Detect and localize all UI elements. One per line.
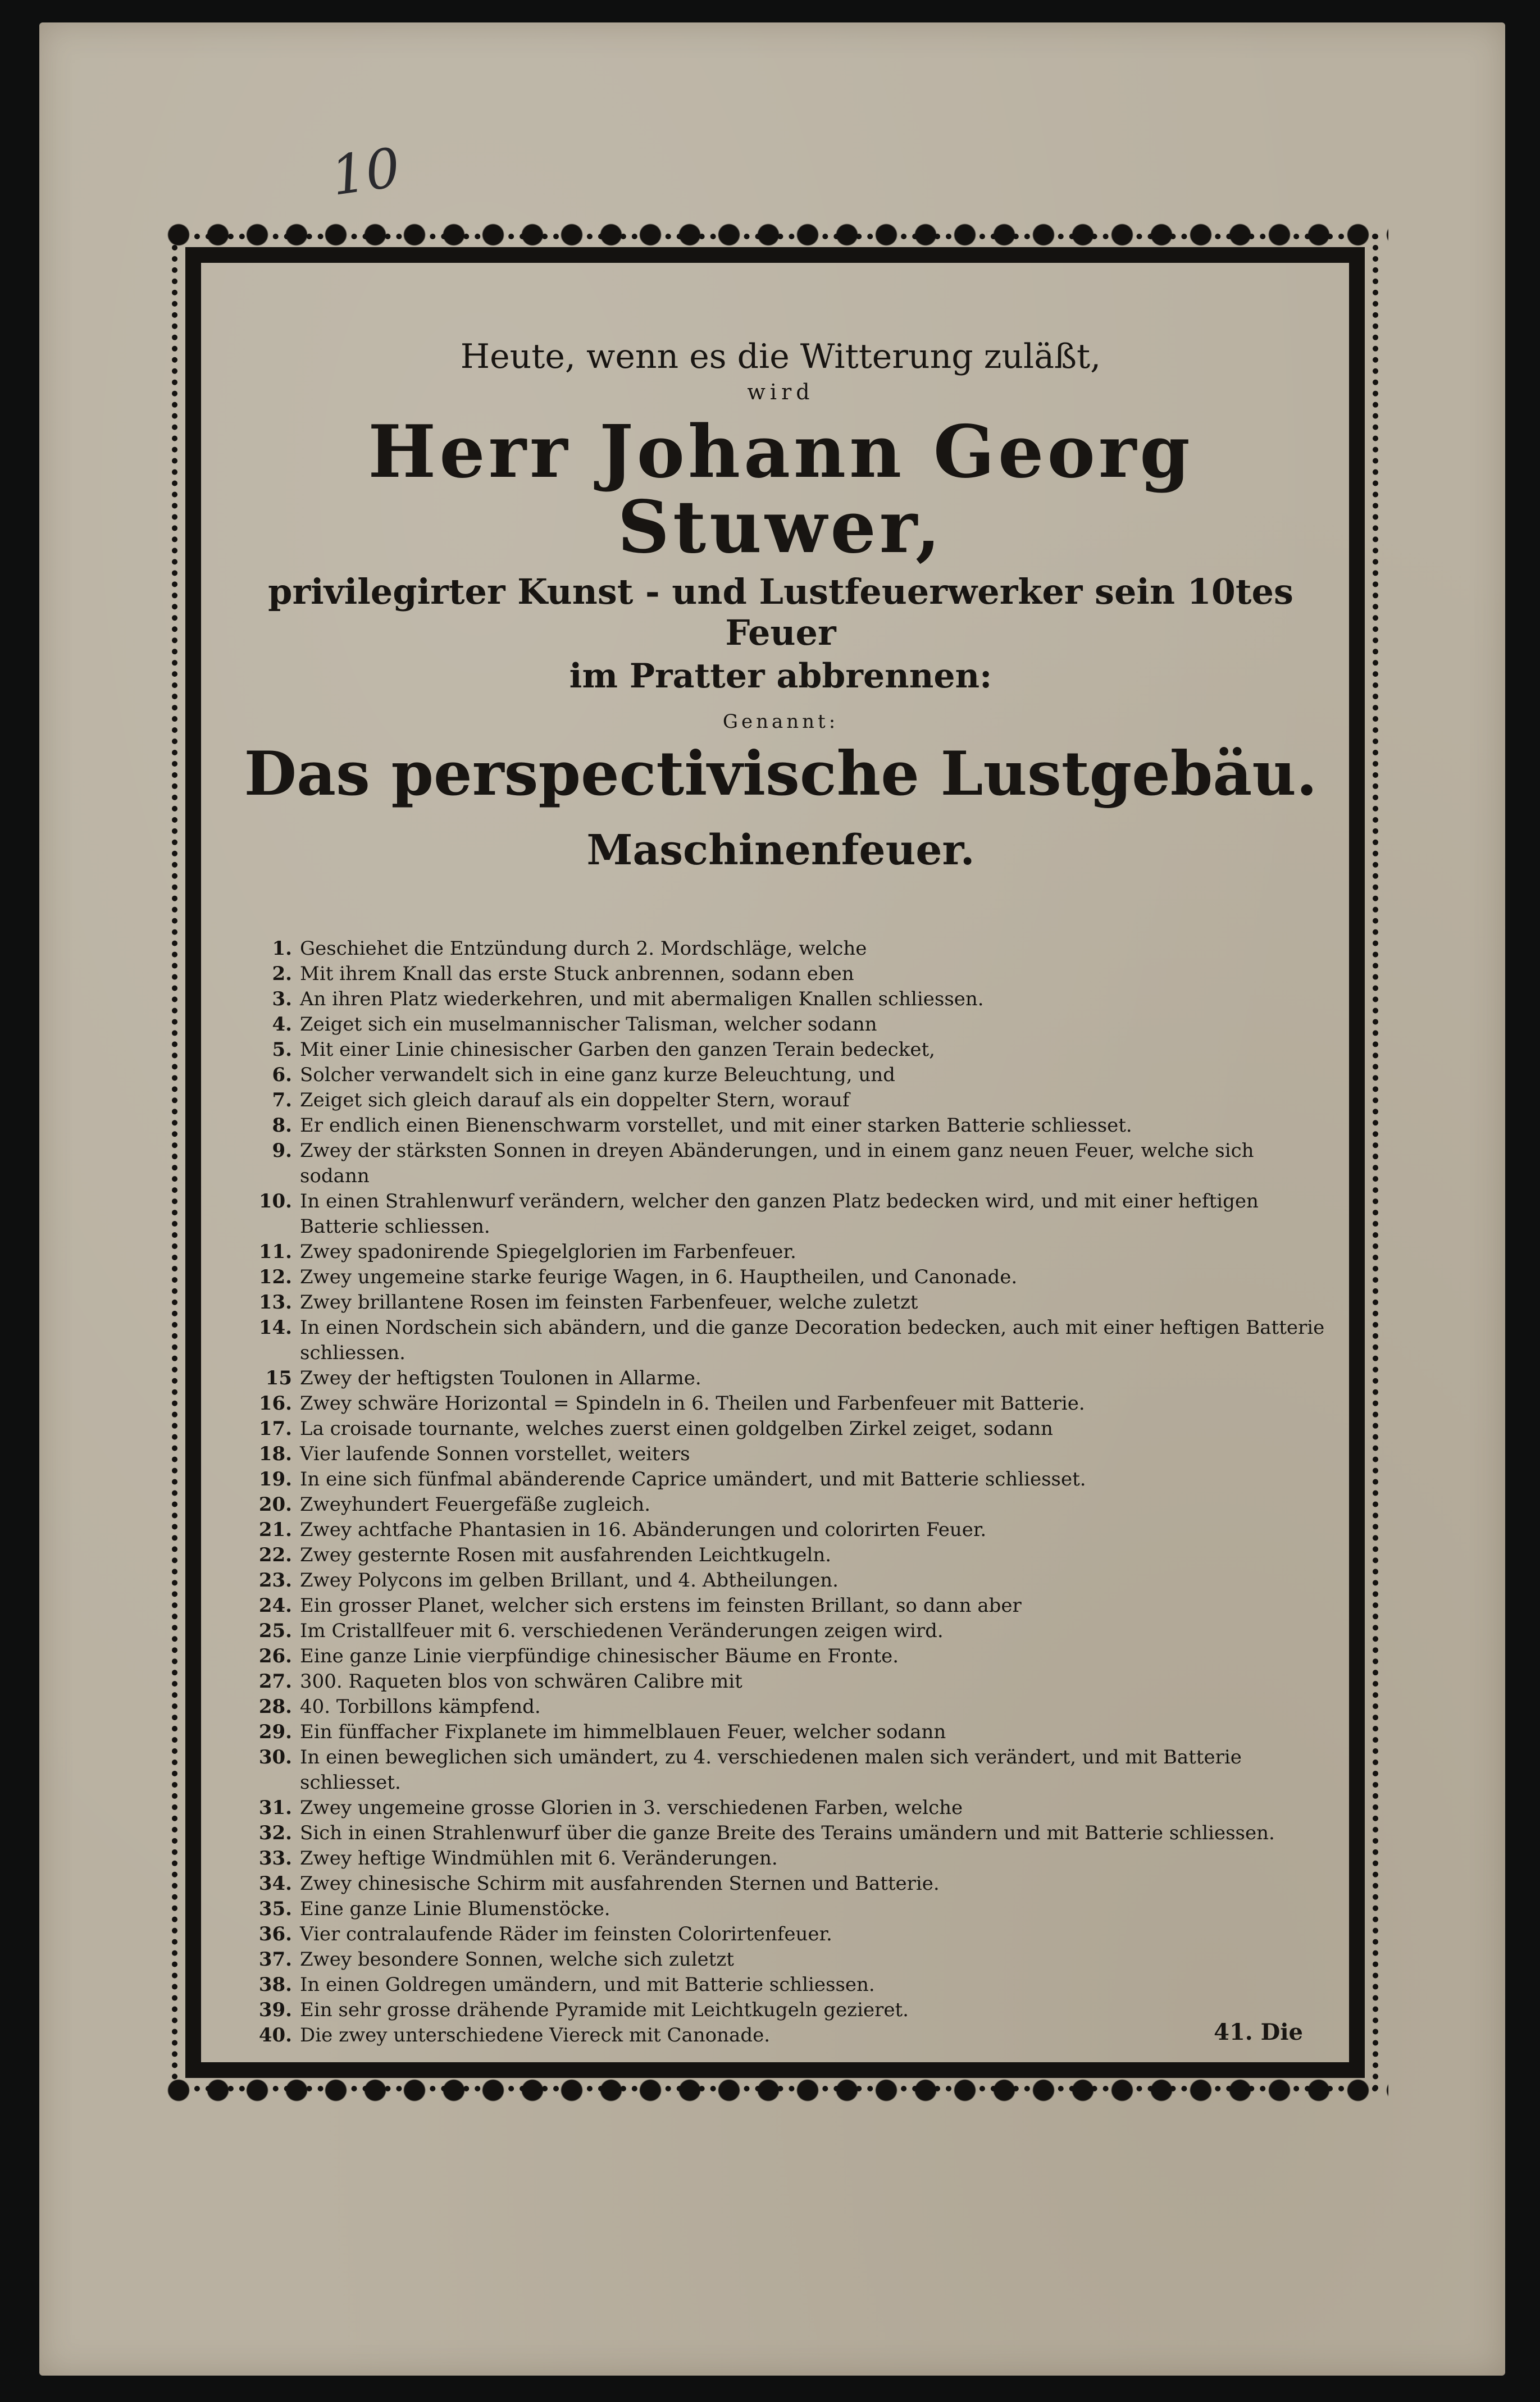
item-number: 6. bbox=[272, 1063, 292, 1086]
item-text: In eine sich fünfmal abänderende Caprice umändert, und mit Batterie schliesset. bbox=[300, 1467, 1086, 1491]
item-number: 10. bbox=[258, 1189, 292, 1213]
list-item bbox=[236, 2023, 1325, 2048]
item-number: 19. bbox=[258, 1467, 292, 1491]
list-item bbox=[236, 1821, 1325, 1846]
list-item bbox=[236, 1619, 1325, 1644]
item-text: An ihren Platz wiederkehren, und mit abermaligen Knallen schliessen. bbox=[300, 987, 984, 1010]
show-subtitle: Maschinenfeuer. bbox=[586, 826, 975, 874]
list-item bbox=[236, 987, 1325, 1012]
item-text: Zwey chinesische Schirm mit ausfahrenden Sternen und Batterie. bbox=[300, 1872, 940, 1895]
item-number: 9. bbox=[272, 1139, 292, 1162]
item-number: 25. bbox=[258, 1619, 292, 1642]
catchword: 41. Die bbox=[1214, 2019, 1303, 2045]
list-item bbox=[236, 1391, 1325, 1416]
item-number: 35. bbox=[258, 1897, 292, 1920]
list-item bbox=[236, 1113, 1325, 1138]
list-item bbox=[236, 1492, 1325, 1517]
item-text: In einen beweglichen sich umändert, zu 4. verschiedenen malen sich verändert, und mit Batterie schliesset. bbox=[300, 1745, 1242, 1794]
item-number: 27. bbox=[258, 1670, 292, 1693]
item-text: Zwey spadonirende Spiegelglorien im Farbenfeuer. bbox=[300, 1240, 796, 1263]
item-number: 22. bbox=[258, 1543, 292, 1566]
genannt-label: Genannt: bbox=[722, 710, 839, 733]
item-text: La croisade tournante, welches zuerst einen goldgelben Zirkel zeiget, sodann bbox=[300, 1417, 1053, 1440]
item-text: 40. Torbillons kämpfend. bbox=[300, 1695, 541, 1718]
item-text: Zweyhundert Feuergefäße zugleich. bbox=[300, 1493, 651, 1516]
item-text: Eine ganze Linie Blumenstöcke. bbox=[300, 1897, 610, 1920]
item-text: Geschiehet die Entzündung durch 2. Mordschläge, welche bbox=[300, 937, 867, 960]
item-text: Zwey Polycons im gelben Brillant, und 4. Abtheilungen. bbox=[300, 1569, 839, 1592]
item-number: 8. bbox=[272, 1114, 292, 1137]
item-number: 37. bbox=[258, 1948, 292, 1971]
item-text: Zwey heftige Windmühlen mit 6. Veränderungen. bbox=[300, 1847, 778, 1870]
list-item bbox=[236, 1669, 1325, 1694]
venue-line: im Pratter abbrennen: bbox=[569, 656, 992, 696]
item-number: 23. bbox=[258, 1569, 292, 1592]
item-text: Ein fünffacher Fixplanete im himmelblauen Feuer, welcher sodann bbox=[300, 1720, 946, 1743]
item-number: 33. bbox=[258, 1847, 292, 1870]
list-item bbox=[236, 1871, 1325, 1897]
list-item bbox=[236, 1720, 1325, 1745]
item-number: 5. bbox=[272, 1038, 292, 1061]
item-text: 300. Raqueten blos von schwären Calibre mit bbox=[300, 1670, 742, 1693]
item-number: 21. bbox=[258, 1518, 292, 1541]
item-text: Mit ihrem Knall das erste Stuck anbrennen, sodann eben bbox=[300, 962, 854, 985]
intro-line: Heute, wenn es die Witterung zuläßt, bbox=[460, 337, 1101, 376]
item-text: Vier laufende Sonnen vorstellet, weiters bbox=[300, 1442, 690, 1465]
item-text: Ein grosser Planet, welcher sich erstens im feinsten Brillant, so dann aber bbox=[300, 1594, 1022, 1617]
list-item bbox=[236, 1012, 1325, 1037]
item-text: Zwey ungemeine starke feurige Wagen, in 6. Hauptheilen, und Canonade. bbox=[300, 1265, 1018, 1288]
list-item bbox=[236, 1189, 1325, 1239]
item-number: 30. bbox=[258, 1745, 292, 1769]
list-item bbox=[236, 936, 1325, 961]
item-number: 31. bbox=[258, 1796, 292, 1819]
item-number: 34. bbox=[258, 1872, 292, 1895]
list-item bbox=[236, 1644, 1325, 1669]
performer-name: Herr Johann Georg Stuwer, bbox=[368, 410, 1193, 570]
list-item bbox=[236, 1467, 1325, 1492]
list-item bbox=[236, 1239, 1325, 1265]
list-item bbox=[236, 1442, 1325, 1467]
item-text: Mit einer Linie chinesischer Garben den ganzen Terain bedecket, bbox=[300, 1038, 935, 1061]
item-text: Vier contralaufende Räder im feinsten Colorirtenfeuer. bbox=[300, 1922, 832, 1945]
item-text: Zeiget sich ein muselmannischer Talisman, welcher sodann bbox=[300, 1013, 877, 1036]
item-text: Zeiget sich gleich darauf als ein doppelter Stern, worauf bbox=[300, 1088, 850, 1111]
item-text: Zwey gesternte Rosen mit ausfahrenden Leichtkugeln. bbox=[300, 1543, 832, 1566]
item-text: Sich in einen Strahlenwurf über die ganze Breite des Terains umändern und mit Batterie schliessen. bbox=[300, 1821, 1275, 1844]
list-item bbox=[236, 1745, 1325, 1795]
item-number: 39. bbox=[258, 1998, 292, 2021]
item-number: 28. bbox=[258, 1695, 292, 1718]
item-number: 4. bbox=[272, 1013, 292, 1036]
list-item bbox=[236, 1290, 1325, 1315]
item-number: 32. bbox=[258, 1821, 292, 1844]
list-item bbox=[236, 1517, 1325, 1543]
list-item bbox=[236, 1315, 1325, 1366]
item-number: 15 bbox=[265, 1366, 292, 1389]
item-number: 38. bbox=[258, 1973, 292, 1996]
poster-content bbox=[236, 315, 1325, 2048]
intro-wird: wird bbox=[747, 380, 814, 404]
list-item bbox=[236, 1063, 1325, 1088]
list-item bbox=[236, 1922, 1325, 1947]
item-text: Die zwey unterschiedene Viereck mit Canonade. bbox=[300, 2023, 771, 2047]
program-list bbox=[236, 936, 1325, 2048]
item-number: 40. bbox=[258, 2023, 292, 2047]
list-item bbox=[236, 1593, 1325, 1619]
list-item bbox=[236, 1795, 1325, 1821]
list-item bbox=[236, 1998, 1325, 2023]
item-number: 1. bbox=[272, 937, 292, 960]
list-item bbox=[236, 1366, 1325, 1391]
item-text: Er endlich einen Bienenschwarm vorstellet, und mit einer starken Batterie schliesset. bbox=[300, 1114, 1132, 1137]
list-item bbox=[236, 1416, 1325, 1442]
show-title: Das perspectivische Lustgebäu. bbox=[244, 738, 1318, 809]
item-number: 29. bbox=[258, 1720, 292, 1743]
performer-title: privilegirter Kunst - und Lustfeuerwerker sein 10tes Feuer bbox=[268, 571, 1293, 653]
item-text: Eine ganze Linie vierpfündige chinesischer Bäume en Fronte. bbox=[300, 1644, 899, 1667]
item-text: Zwey der heftigsten Toulonen in Allarme. bbox=[300, 1366, 701, 1389]
list-item bbox=[236, 1568, 1325, 1593]
list-item bbox=[236, 1037, 1325, 1063]
item-text: Zwey ungemeine grosse Glorien in 3. verschiedenen Farben, welche bbox=[300, 1796, 963, 1819]
list-item bbox=[236, 1138, 1325, 1189]
item-text: Zwey brillantene Rosen im feinsten Farbenfeuer, welche zuletzt bbox=[300, 1291, 918, 1314]
item-number: 20. bbox=[258, 1493, 292, 1516]
item-text: Zwey besondere Sonnen, welche sich zuletzt bbox=[300, 1948, 734, 1971]
item-number: 26. bbox=[258, 1644, 292, 1667]
item-number: 7. bbox=[272, 1088, 292, 1111]
list-item bbox=[236, 1088, 1325, 1113]
list-item bbox=[236, 961, 1325, 987]
list-item bbox=[236, 1972, 1325, 1998]
item-number: 2. bbox=[272, 962, 292, 985]
item-text: In einen Goldregen umändern, und mit Batterie schliessen. bbox=[300, 1973, 875, 1996]
item-text: Im Cristallfeuer mit 6. verschiedenen Veränderungen zeigen wird. bbox=[300, 1619, 944, 1642]
item-number: 36. bbox=[258, 1922, 292, 1945]
item-text: Zwey schwäre Horizontal = Spindeln in 6. Theilen und Farbenfeuer mit Batterie. bbox=[300, 1392, 1085, 1415]
item-number: 16. bbox=[258, 1392, 292, 1415]
item-number: 3. bbox=[272, 987, 292, 1010]
item-text: Ein sehr grosse drähende Pyramide mit Leichtkugeln gezieret. bbox=[300, 1998, 909, 2021]
list-item bbox=[236, 1694, 1325, 1720]
item-number: 12. bbox=[258, 1265, 292, 1288]
item-number: 13. bbox=[258, 1291, 292, 1314]
list-item bbox=[236, 1543, 1325, 1568]
list-item bbox=[236, 1897, 1325, 1922]
handwritten-number: 10 bbox=[327, 136, 404, 208]
list-item bbox=[236, 1265, 1325, 1290]
item-number: 24. bbox=[258, 1594, 292, 1617]
item-number: 11. bbox=[258, 1240, 292, 1263]
item-text: In einen Strahlenwurf verändern, welcher den ganzen Platz bedecken wird, und mit einer heftigen Batterie schliessen. bbox=[300, 1189, 1259, 1238]
item-text: Zwey der stärksten Sonnen in dreyen Abänderungen, und in einem ganz neuen Feuer, welche sich sodann bbox=[300, 1139, 1254, 1187]
item-text: In einen Nordschein sich abändern, und die ganze Decoration bedecken, auch mit einer heftigen Batterie schliessen. bbox=[300, 1316, 1325, 1364]
item-text: Solcher verwandelt sich in eine ganz kurze Beleuchtung, und bbox=[300, 1063, 895, 1086]
item-text: Zwey achtfache Phantasien in 16. Abänderungen und colorirten Feuer. bbox=[300, 1518, 987, 1541]
list-item bbox=[236, 1846, 1325, 1871]
item-number: 18. bbox=[258, 1442, 292, 1465]
item-number: 17. bbox=[258, 1417, 292, 1440]
item-number: 14. bbox=[258, 1316, 292, 1339]
list-item bbox=[236, 1947, 1325, 1972]
